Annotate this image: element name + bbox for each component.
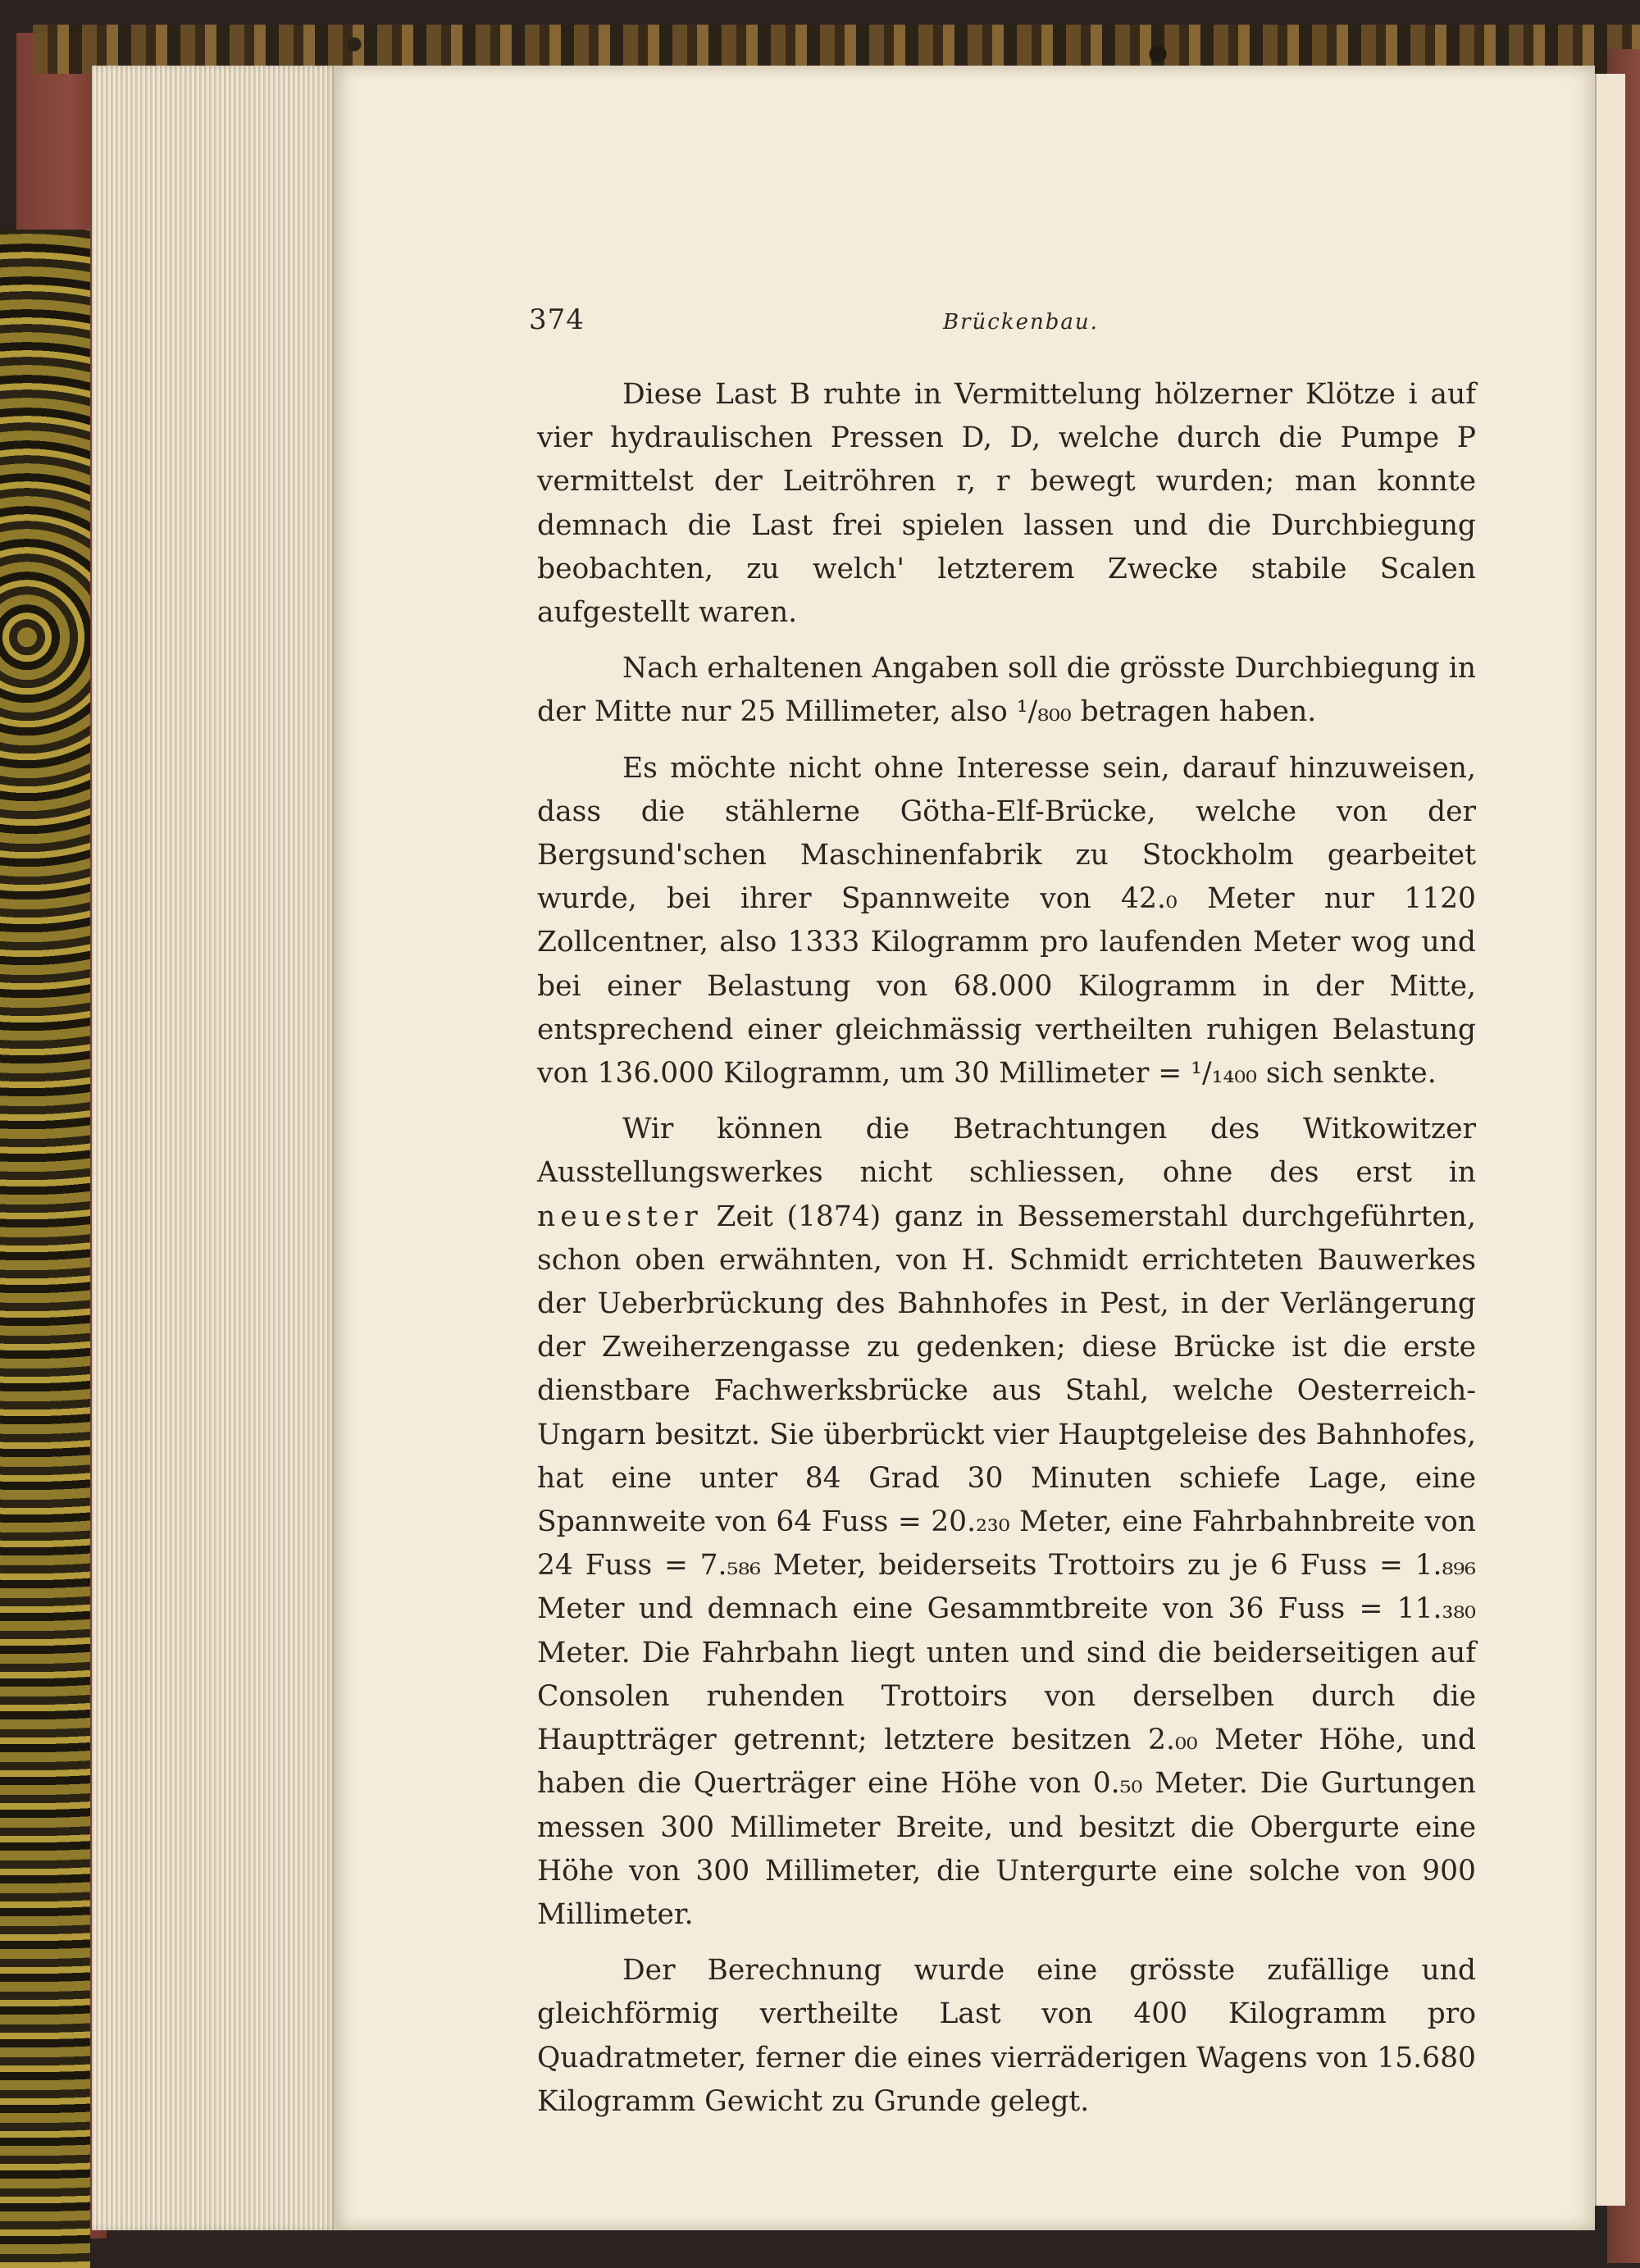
paragraph-5: Der Berechnung wurde eine grösste zufällige und gleichförmig vertheilte Last von 400 Kilogramm pro Quadratmeter, ferner die eines vierräderigen Wagens von 15.680 Kilogramm Gewicht zu Grunde gelegt.: [537, 1954, 1476, 2118]
paragraph-3: Es möchte nicht ohne Interesse sein, darauf hinzuweisen, dass die stählerne Götha-Elf-Brücke, welche von der Bergsund'schen Maschinenfabrik zu Stockholm gearbeitet wurde, bei ihrer Spannweite von 42.₀ Meter nur 1120 Zollcentner, also 1333 Kilogramm pro laufenden Meter wog und bei einer Belastung von 68.000 Kilogramm in der Mitte, entsprechend einer gleichmässig vertheilten ruhigen Belastung von 136.000 Kilogramm, um 30 Millimeter = ¹/₁₄₀₀ sich senkte.: [537, 751, 1476, 1091]
paragraph-4-part-2: Zeit (1874) ganz in Bessemerstahl durchgeführten, schon oben erwähnten, von H. Schmidt errichteten Bauwerkes der Ueberbrückung des Bahnhofes in Pest, in der Verlängerung der Zweiherzengasse zu gedenken; diese Brücke ist die erste dienstbare Fachwerksbrücke aus Stahl, welche Oesterreich-Ungarn besitzt. Sie überbrückt vier Hauptgeleise des Bahnhofes, hat eine unter 84 Grad 30 Minuten schiefe Lage, eine Spannweite von 64 Fuss = 20.₂₃₀ Meter, eine Fahrbahnbreite von 24 Fuss = 7.₅₈₆ Meter, beiderseits Trottoirs zu je 6 Fuss = 1.₈₉₆ Meter und demnach eine Gesammtbreite von 36 Fuss = 11.₃₈₀ Meter. Die Fahrbahn liegt unten und sind die beiderseitigen auf Consolen ruhenden Trottoirs von derselben durch die Hauptträger getrennt; letztere besitzen 2.₀₀ Meter Höhe, und haben die Querträger eine Höhe von 0.₅₀ Meter. Die Gurtungen messen 300 Millimeter Breite, und besitzt die Obergurte eine Höhe von 300 Millimeter, die Untergurte eine solche von 900 Millimeter.: [537, 1200, 1476, 1931]
page-header: [529, 303, 1119, 344]
paragraph-1: Diese Last B ruhte in Vermittelung hölzerner Klötze i auf vier hydraulischen Pressen D, D, welche durch die Pumpe P vermittelst der Leitröhren r, r bewegt wurden; man konnte demnach die Last frei spielen lassen und die Durchbiegung beobachten, zu welch' letzterem Zwecke stabile Scalen aufgestellt waren.: [537, 378, 1476, 630]
paragraph-4: [537, 1108, 1476, 1937]
facing-page-edge: [1595, 74, 1625, 2206]
paragraph-4-part-1: Wir können die Betrachtungen des Witkowitzer Ausstellungswerkes nicht schliessen, ohne des erst in: [537, 1113, 1476, 1190]
emphasized-word: neuester: [537, 1200, 703, 1233]
running-head: Brückenbau.: [943, 310, 1099, 335]
marbled-endpaper-left: [0, 230, 90, 2268]
page-block-edges: [92, 66, 338, 2230]
body-text: [537, 373, 1476, 2136]
page-number: 374: [529, 303, 585, 336]
paragraph-2: Nach erhaltenen Angaben soll die grösste Durchbiegung in der Mitte nur 25 Millimeter, also ¹/₈₀₀ betragen haben.: [537, 652, 1476, 729]
